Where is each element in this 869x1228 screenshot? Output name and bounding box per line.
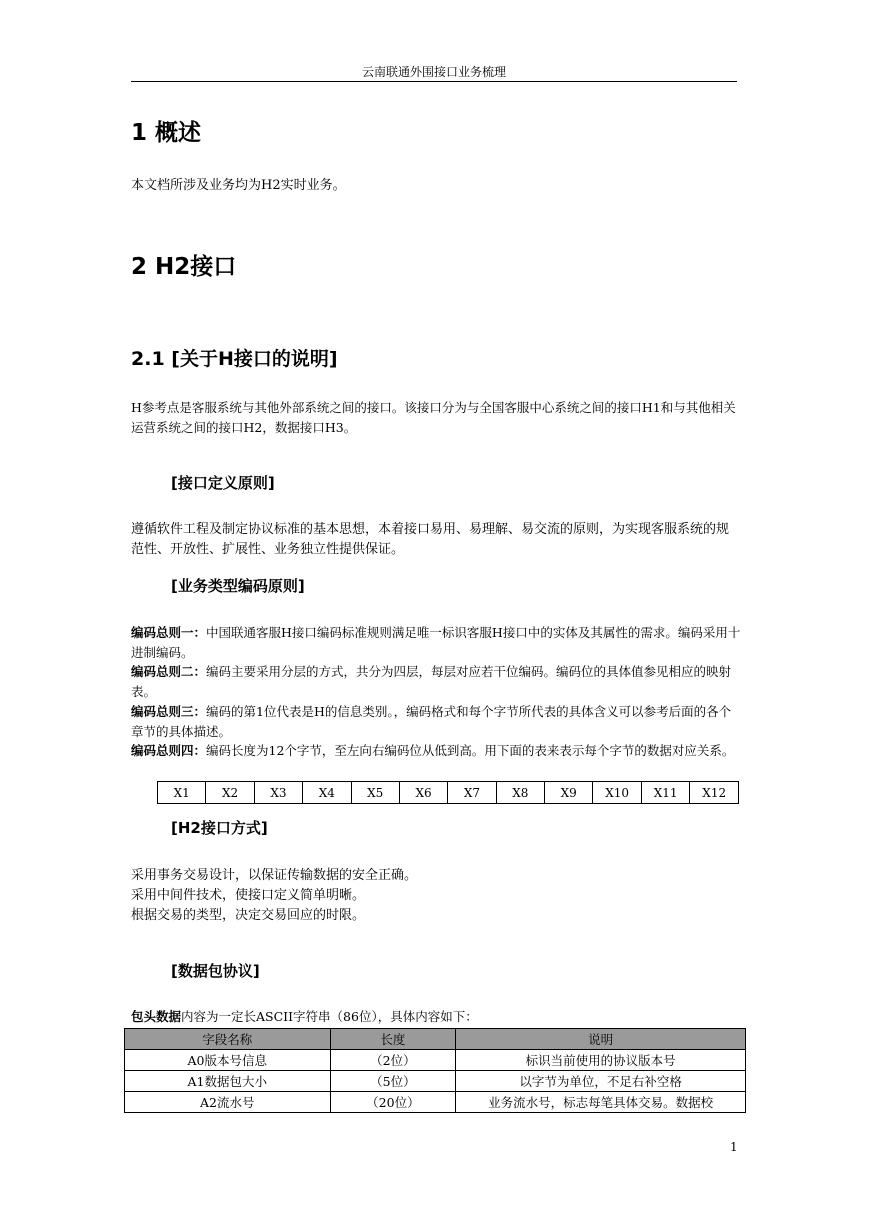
h2-mode-line-3: 根据交易的类型，决定交易回应的时限。	[131, 908, 366, 923]
table-cell: X8	[496, 782, 544, 804]
table-cell: X1	[158, 782, 206, 804]
packet-intro-text: 内容为一定长ASCII字符串（86位），具体内容如下：	[181, 1009, 478, 1024]
table-row	[125, 1071, 746, 1092]
column-header-length: 长度	[330, 1029, 456, 1050]
page-header: 云南联通外围接口业务梳理	[361, 65, 506, 79]
table-row	[158, 782, 739, 804]
table-cell: （5位）	[330, 1071, 456, 1092]
coding-rule-text: 编码的第1位代表是H的信息类别。，编码格式和每个字节所代表的具体含义可以参考后面的各个章节的具体描述。	[131, 704, 732, 739]
code-position-table	[157, 781, 739, 804]
table-cell: X2	[206, 782, 254, 804]
section-2-heading: 2 H2接口	[131, 254, 237, 280]
section-2-1-heading: 2.1 [关于H接口的说明]	[131, 348, 338, 370]
table-cell: X9	[545, 782, 593, 804]
table-cell: X11	[641, 782, 690, 804]
h2-mode-heading: [H2接口方式]	[171, 819, 268, 837]
table-cell: X4	[303, 782, 351, 804]
h2-mode-line-1: 采用事务交易设计，以保证传输数据的安全正确。	[131, 868, 418, 883]
coding-rule-text: 编码长度为12个字节，至左向右编码位从低到高。用下面的表来表示每个字节的数据对应关系。	[206, 743, 735, 758]
table-cell: X7	[448, 782, 496, 804]
coding-rule-label: 编码总则二：	[131, 664, 207, 679]
coding-rule-label: 编码总则四：	[131, 743, 207, 758]
header-rule	[131, 81, 737, 82]
table-cell: （2位）	[330, 1050, 456, 1071]
coding-rule-4	[131, 741, 741, 761]
h2-mode-line-2: 采用中间件技术，使接口定义简单明晰。	[131, 888, 366, 903]
coding-rule-text: 中国联通客服H接口编码标准规则满足唯一标识客服H接口中的实体及其属性的需求。编码采用十进制编码。	[131, 625, 741, 660]
packet-intro-label: 包头数据	[131, 1009, 182, 1024]
coding-rule-label: 编码总则三：	[131, 704, 207, 719]
column-header-field-name: 字段名称	[125, 1029, 331, 1050]
table-row	[125, 1050, 746, 1071]
table-cell: X3	[254, 782, 302, 804]
table-row	[125, 1092, 746, 1113]
table-cell: X10	[593, 782, 642, 804]
table-cell: 标识当前使用的协议版本号	[456, 1050, 746, 1071]
packet-header-table	[124, 1028, 746, 1113]
table-cell: X5	[351, 782, 399, 804]
coding-rule-2	[131, 662, 741, 701]
table-cell: 业务流水号，标志每笔具体交易。数据校	[456, 1092, 746, 1113]
packet-heading: [数据包协议]	[171, 962, 260, 980]
section-1-text: 本文档所涉及业务均为H2实时业务。	[131, 178, 346, 193]
packet-intro	[131, 1007, 741, 1027]
section-1-heading: 1 概述	[131, 120, 202, 146]
table-cell: X12	[690, 782, 739, 804]
column-header-description: 说明	[456, 1029, 746, 1050]
coding-rule-3	[131, 702, 741, 741]
principles-text: 遵循软件工程及制定协议标准的基本思想，本着接口易用、易理解、易交流的原则，为实现客服系统的规范性、开放性、扩展性、业务独立性提供保证。	[131, 522, 730, 557]
coding-rule-1	[131, 623, 741, 662]
section-2-1-text: H参考点是客服系统与其他外部系统之间的接口。该接口分为与全国客服中心系统之间的接口H1和与其他相关运营系统之间的接口H2，数据接口H3。	[131, 400, 736, 435]
table-cell: A2流水号	[125, 1092, 331, 1113]
principles-heading: [接口定义原则]	[171, 474, 275, 492]
table-cell: A0版本号信息	[125, 1050, 331, 1071]
table-cell: （20位）	[330, 1092, 456, 1113]
coding-rule-label: 编码总则一：	[131, 625, 207, 640]
table-header-row	[125, 1029, 746, 1050]
table-cell: 以字节为单位，不足右补空格	[456, 1071, 746, 1092]
page-number: 1	[730, 1140, 738, 1154]
coding-rule-text: 编码主要采用分层的方式，共分为四层，每层对应若干位编码。编码位的具体值参见相应的映射表。	[131, 664, 732, 699]
table-cell: A1数据包大小	[125, 1071, 331, 1092]
coding-heading: [业务类型编码原则]	[171, 577, 305, 595]
table-cell: X6	[399, 782, 447, 804]
